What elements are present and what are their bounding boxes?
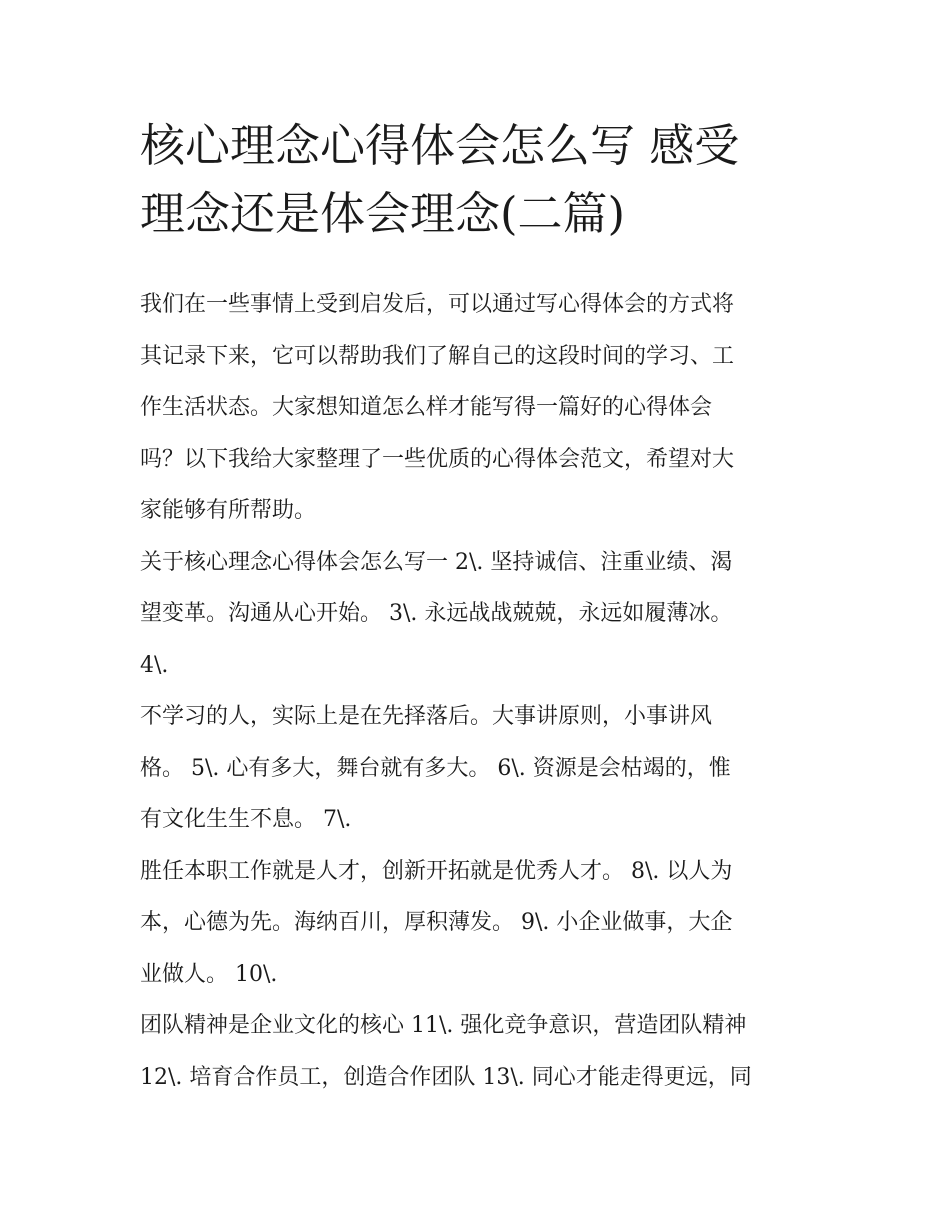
text-line: 胜任本职工作就是人才，创新开拓就是优秀人才。 8\. 以人为 bbox=[140, 858, 733, 884]
text-line: 不学习的人，实际上是在先择落后。大事讲原则，小事讲风 bbox=[140, 704, 713, 729]
article-body bbox=[140, 279, 820, 1103]
text-line: 有文化生生不息。 7\. bbox=[140, 807, 352, 832]
text-line: 业做人。 10\. bbox=[140, 961, 278, 987]
text-line: 12\. 培育合作员工，创造合作团队 13\. 同心才能走得更远，同 bbox=[140, 1064, 752, 1090]
text-line: 我们在一些事情上受到启发后，可以通过写心得体会的方式将 bbox=[140, 292, 735, 317]
text-line: 望变革。沟通从心开始。 3\. 永远战战兢兢，永远如履薄冰。 bbox=[140, 601, 733, 626]
paragraph-2 bbox=[140, 537, 820, 692]
text-line: 团队精神是企业文化的核心 11\. 强化竞争意识，营造团队精神 bbox=[140, 1013, 747, 1038]
paragraph-3 bbox=[140, 691, 820, 846]
text-line: 格。 5\. 心有多大，舞台就有多大。 6\. 资源是会枯竭的，惟 bbox=[140, 755, 731, 781]
text-line: 其记录下来，它可以帮助我们了解自己的这段时间的学习、工 bbox=[140, 343, 735, 369]
paragraph-5 bbox=[140, 1000, 820, 1103]
page-title bbox=[140, 112, 820, 248]
text-line: 吗？以下我给大家整理了一些优质的心得体会范文，希望对大 bbox=[140, 446, 735, 472]
title-line: 理念还是体会理念(二篇) bbox=[140, 187, 626, 240]
paragraph-intro bbox=[140, 279, 820, 537]
text-line: 关于核心理念心得体会怎么写一 2\. 坚持诚信、注重业绩、渴 bbox=[140, 549, 733, 575]
text-line: 家能够有所帮助。 bbox=[140, 498, 317, 523]
text-line: 作生活状态。大家想知道怎么样才能写得一篇好的心得体会 bbox=[140, 395, 713, 420]
paragraph-4 bbox=[140, 846, 820, 1001]
title-line: 核心理念心得体会怎么写 感受 bbox=[140, 119, 740, 172]
text-line: 本，心德为先。海纳百川，厚积薄发。 9\. 小企业做事，大企 bbox=[140, 910, 733, 935]
text-line: 4\. bbox=[140, 652, 169, 678]
